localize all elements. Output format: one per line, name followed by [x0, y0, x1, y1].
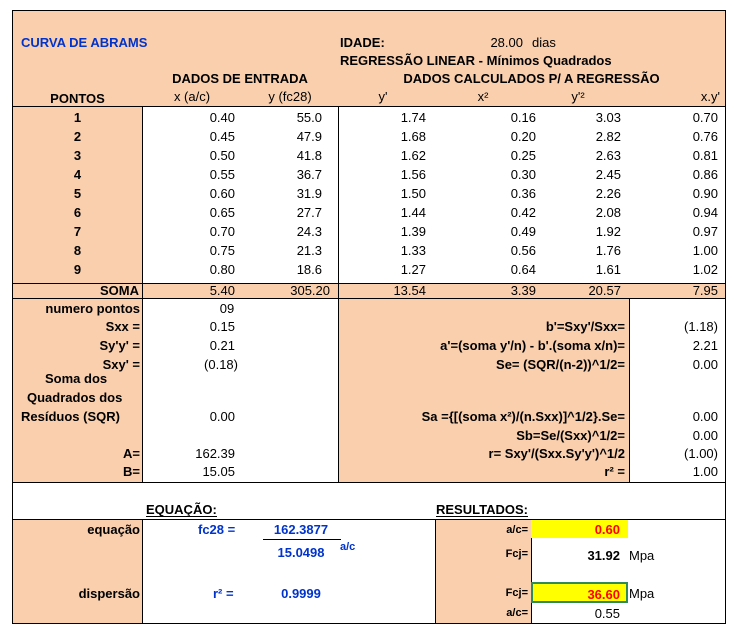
cell-xyp: 0.76	[692, 129, 718, 144]
regression-subtitle: REGRESSÃO LINEAR - Mínimos Quadrados	[340, 53, 612, 68]
cell-x: 0.65	[209, 205, 235, 220]
cell-yp2: 3.03	[595, 110, 621, 125]
cell-n: 8	[73, 243, 82, 258]
spreadsheet	[12, 10, 726, 624]
cell-yp2: 2.08	[595, 205, 621, 220]
cell-x2: 0.25	[510, 148, 536, 163]
r2-value: 1.00	[692, 464, 718, 479]
dispersao-r2-label: r² =	[213, 586, 234, 601]
fc28-label: fc28 =	[198, 522, 236, 537]
cell-y: 47.9	[296, 129, 322, 144]
sqr-value: 0.00	[209, 409, 235, 424]
col-x-header: x (a/c)	[173, 89, 211, 104]
a-value: 162.39	[195, 446, 235, 461]
cell-xyp: 1.00	[692, 243, 718, 258]
equation-exponent: a/c	[340, 541, 356, 553]
col-y-header: y (fc28)	[268, 89, 312, 104]
cell-n: 9	[73, 262, 82, 277]
cell-y: 36.7	[296, 167, 322, 182]
ap-value: 2.21	[692, 338, 718, 353]
r-value: (1.00)	[684, 446, 718, 461]
cell-x: 0.40	[209, 110, 235, 125]
cell-y: 21.3	[296, 243, 322, 258]
cell-x2: 0.36	[510, 186, 536, 201]
soma-label: SOMA	[100, 283, 139, 298]
cell-x2: 0.30	[510, 167, 536, 182]
res-fcj2-unit: Mpa	[629, 586, 655, 601]
soma-y: 305.20	[290, 283, 330, 298]
cell-xyp: 0.90	[692, 186, 718, 201]
cell-x: 0.60	[209, 186, 235, 201]
b-label: B=	[123, 464, 140, 479]
b-value: 15.05	[202, 464, 235, 479]
cell-yp: 1.33	[400, 243, 426, 258]
cell-yp: 1.39	[400, 224, 426, 239]
dados-entrada-header: DADOS DE ENTRADA	[172, 71, 308, 86]
cell-yp2: 1.76	[595, 243, 621, 258]
res-ac-label: a/c=	[506, 524, 528, 536]
cell-xyp: 0.70	[692, 110, 718, 125]
cell-yp: 1.56	[400, 167, 426, 182]
resultados-header: RESULTADOS:	[436, 502, 528, 517]
sqr-label-line3: Resíduos (SQR)	[21, 409, 120, 424]
col-x2-header: x²	[477, 89, 489, 104]
sqr-label-line2: Quadrados dos	[27, 390, 123, 405]
numero-pontos-label: numero pontos	[45, 301, 140, 316]
sqr-label-line1: Soma dos	[45, 371, 108, 386]
r-label: r= Sxy'/(Sxx.Sy'y')^1/2	[488, 446, 625, 461]
idade-unit: dias	[532, 35, 556, 50]
idade-value: 28.00	[490, 35, 523, 50]
cell-xyp: 0.97	[692, 224, 718, 239]
cell-y: 55.0	[296, 110, 322, 125]
sa-label: Sa ={[(soma x²)/(n.Sxx)]^1/2}.Se=	[421, 409, 625, 424]
soma-yp2: 20.57	[588, 283, 621, 298]
cell-yp: 1.44	[400, 205, 426, 220]
se-value: 0.00	[692, 357, 718, 372]
res-ac2-value: 0.55	[594, 606, 620, 621]
sxy-value: (0.18)	[204, 357, 238, 372]
cell-yp2: 1.92	[595, 224, 621, 239]
cell-x2: 0.56	[510, 243, 536, 258]
syy-value: 0.21	[209, 338, 235, 353]
res-fcj-unit: Mpa	[629, 548, 655, 563]
cell-y: 41.8	[296, 148, 322, 163]
res-fcj-value: 31.92	[587, 548, 620, 563]
equacao-header: EQUAÇÃO:	[146, 502, 217, 517]
cell-yp2: 2.82	[595, 129, 621, 144]
sb-label: Sb=Se/(Sxx)^1/2=	[516, 428, 625, 443]
col-yp2-header: y'²	[571, 89, 585, 104]
dispersao-r2-value: 0.9999	[281, 586, 321, 601]
r2-label: r² =	[604, 464, 625, 479]
equation-numerator: 162.3877	[273, 522, 329, 537]
soma-xyp: 7.95	[692, 283, 718, 298]
cell-yp: 1.27	[400, 262, 426, 277]
syy-label: Sy'y' =	[99, 338, 140, 353]
cell-x2: 0.20	[510, 129, 536, 144]
res-fcj2-label: Fcj=	[505, 587, 528, 599]
cell-x: 0.55	[209, 167, 235, 182]
cell-x2: 0.42	[510, 205, 536, 220]
cell-xyp: 0.94	[692, 205, 718, 220]
cell-n: 5	[73, 186, 82, 201]
cell-yp2: 2.45	[595, 167, 621, 182]
idade-label: IDADE:	[340, 35, 385, 50]
cell-x2: 0.64	[510, 262, 536, 277]
dispersao-label: dispersão	[78, 586, 140, 601]
a-label: A=	[123, 446, 140, 461]
bp-value: (1.18)	[684, 319, 718, 334]
res-ac-input[interactable]: 0.60	[531, 520, 628, 538]
cell-x: 0.45	[209, 129, 235, 144]
cell-xyp: 1.02	[692, 262, 718, 277]
soma-yp: 13.54	[393, 283, 426, 298]
soma-x: 5.40	[209, 283, 235, 298]
sb-value: 0.00	[692, 428, 718, 443]
cell-x: 0.50	[209, 148, 235, 163]
res-fcj2-input[interactable]: 36.60	[531, 582, 628, 603]
res-fcj-label: Fcj=	[505, 548, 528, 560]
cell-x2: 0.16	[510, 110, 536, 125]
se-label: Se= (SQR/(n-2))^1/2=	[496, 357, 625, 372]
numero-pontos-value: 09	[219, 301, 235, 316]
cell-y: 18.6	[296, 262, 322, 277]
cell-n: 4	[73, 167, 82, 182]
equation-denominator: 15.0498	[277, 545, 325, 560]
cell-xyp: 0.81	[692, 148, 718, 163]
sa-value: 0.00	[692, 409, 718, 424]
sheet-title: CURVA DE ABRAMS	[21, 35, 148, 50]
cell-n: 2	[73, 129, 82, 144]
cell-n: 3	[73, 148, 82, 163]
sxx-label: Sxx =	[105, 319, 140, 334]
cell-y: 31.9	[296, 186, 322, 201]
cell-yp: 1.50	[400, 186, 426, 201]
cell-yp2: 2.26	[595, 186, 621, 201]
cell-yp2: 1.61	[595, 262, 621, 277]
soma-x2: 3.39	[510, 283, 536, 298]
cell-xyp: 0.86	[692, 167, 718, 182]
cell-n: 1	[73, 110, 82, 125]
equacao-label: equação	[87, 522, 140, 537]
sxx-value: 0.15	[209, 319, 235, 334]
cell-x: 0.70	[209, 224, 235, 239]
sxy-label: Sxy' =	[102, 357, 140, 372]
cell-yp: 1.74	[400, 110, 426, 125]
cell-x: 0.75	[209, 243, 235, 258]
fraction-bar	[263, 539, 341, 540]
col-yp-header: y'	[378, 89, 388, 104]
cell-x2: 0.49	[510, 224, 536, 239]
cell-x: 0.80	[209, 262, 235, 277]
cell-yp: 1.62	[400, 148, 426, 163]
cell-n: 6	[73, 205, 82, 220]
cell-y: 24.3	[296, 224, 322, 239]
bp-label: b'=Sxy'/Sxx=	[545, 319, 625, 334]
cell-yp: 1.68	[400, 129, 426, 144]
cell-y: 27.7	[296, 205, 322, 220]
dados-calculados-header: DADOS CALCULADOS P/ A REGRESSÃO	[403, 71, 660, 86]
col-xyp-header: x.y'	[700, 89, 720, 104]
ap-label: a'=(soma y'/n) - b'.(soma x/n)=	[440, 338, 625, 353]
cell-yp2: 2.63	[595, 148, 621, 163]
pontos-header: PONTOS	[50, 91, 105, 106]
cell-n: 7	[73, 224, 82, 239]
res-ac2-label: a/c=	[506, 607, 528, 619]
